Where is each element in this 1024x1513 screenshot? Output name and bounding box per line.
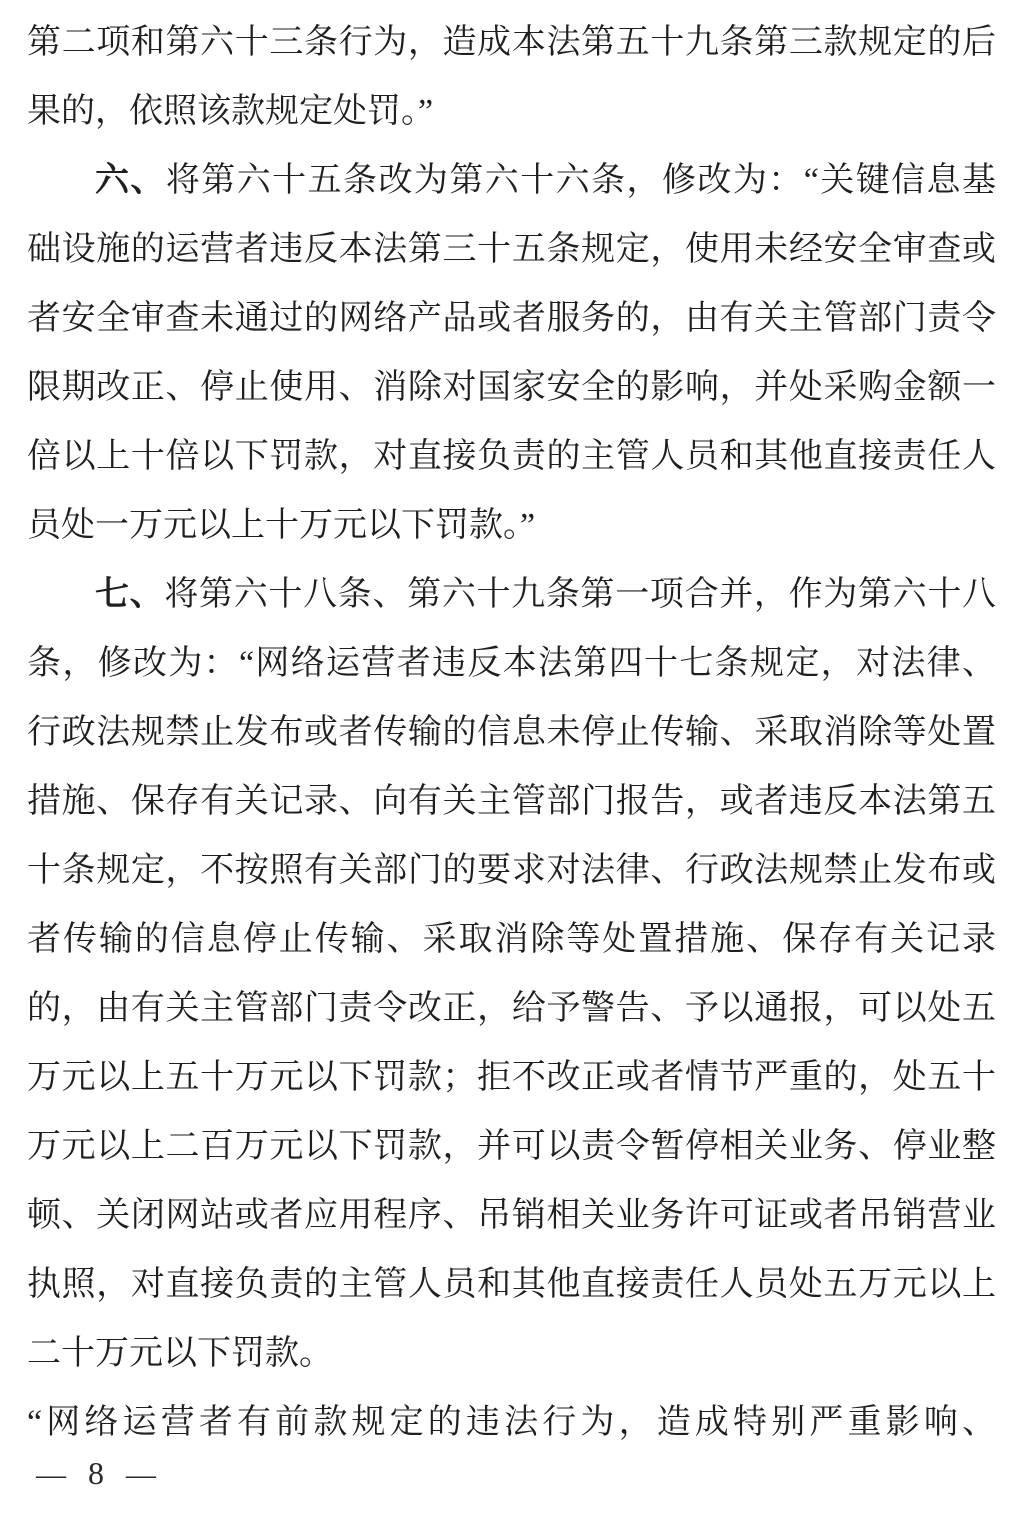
text-line-18 xyxy=(27,1181,996,1250)
line-text: 员处一万元以上十万元以下罚款。” xyxy=(27,507,536,544)
text-line-15 xyxy=(27,974,996,1043)
text-line-9 xyxy=(27,560,996,629)
line-text: 条，修改为：“网络运营者违反本法第四十七条规定，对法律、 xyxy=(27,645,996,682)
text-line-1 xyxy=(27,8,996,77)
line-text: 果的，依照该款规定处罚。” xyxy=(27,93,434,130)
text-line-8 xyxy=(27,491,996,560)
line-text: 措施、保存有关记录、向有关主管部门报告，或者违反本法第五 xyxy=(27,783,996,820)
line-text: “网络运营者有前款规定的违法行为，造成特别严重影响、 xyxy=(27,1404,996,1441)
page-number: 8 xyxy=(88,1455,104,1491)
page-footer xyxy=(36,1455,156,1493)
line-text: 者安全审查未通过的网络产品或者服务的，由有关主管部门责令 xyxy=(27,300,996,337)
text-line-7 xyxy=(27,422,996,491)
text-line-4 xyxy=(27,215,996,284)
footer-right-dash: — xyxy=(126,1458,156,1491)
line-text: 行政法规禁止发布或者传输的信息未停止传输、采取消除等处置 xyxy=(27,714,996,751)
text-line-14 xyxy=(27,905,996,974)
item-number-six: 六、 xyxy=(95,161,166,199)
line-text: 限期改正、停止使用、消除对国家安全的影响，并处采购金额一 xyxy=(27,369,996,406)
footer-left-dash: — xyxy=(36,1458,66,1491)
text-line-12 xyxy=(27,767,996,836)
line-text: 执照，对直接负责的主管人员和其他直接责任人员处五万元以上 xyxy=(27,1266,996,1303)
line-text: 万元以上二百万元以下罚款，并可以责令暂停相关业务、停业整 xyxy=(27,1128,996,1165)
document-body xyxy=(27,8,996,1457)
line-text: 十条规定，不按照有关部门的要求对法律、行政法规禁止发布或 xyxy=(27,852,996,889)
line-text: 将第六十五条改为第六十六条，修改为：“关键信息基 xyxy=(165,162,996,199)
text-line-6 xyxy=(27,353,996,422)
line-text: 的，由有关主管部门责令改正，给予警告、予以通报，可以处五 xyxy=(27,990,996,1027)
text-line-2 xyxy=(27,77,996,146)
line-text: 第二项和第六十三条行为，造成本法第五十九条第三款规定的后 xyxy=(27,24,996,61)
line-text: 顿、关闭网站或者应用程序、吊销相关业务许可证或者吊销营业 xyxy=(27,1197,996,1234)
text-line-13 xyxy=(27,836,996,905)
text-line-3 xyxy=(27,146,996,215)
line-text: 二十万元以下罚款。 xyxy=(27,1335,333,1372)
text-line-10 xyxy=(27,629,996,698)
line-text: 将第六十八条、第六十九条第一项合并，作为第六十八 xyxy=(164,576,997,613)
text-line-11 xyxy=(27,698,996,767)
line-text: 万元以上五十万元以下罚款；拒不改正或者情节严重的，处五十 xyxy=(27,1059,996,1096)
line-text: 倍以上十倍以下罚款，对直接负责的主管人员和其他直接责任人 xyxy=(27,438,996,475)
text-line-16 xyxy=(27,1043,996,1112)
text-line-19 xyxy=(27,1250,996,1319)
text-line-20 xyxy=(27,1319,996,1388)
line-text: 础设施的运营者违反本法第三十五条规定，使用未经安全审查或 xyxy=(27,231,996,268)
item-number-seven: 七、 xyxy=(95,575,165,613)
text-line-17 xyxy=(27,1112,996,1181)
text-line-21 xyxy=(27,1388,996,1457)
text-line-5 xyxy=(27,284,996,353)
line-text: 者传输的信息停止传输、采取消除等处置措施、保存有关记录 xyxy=(27,921,996,958)
